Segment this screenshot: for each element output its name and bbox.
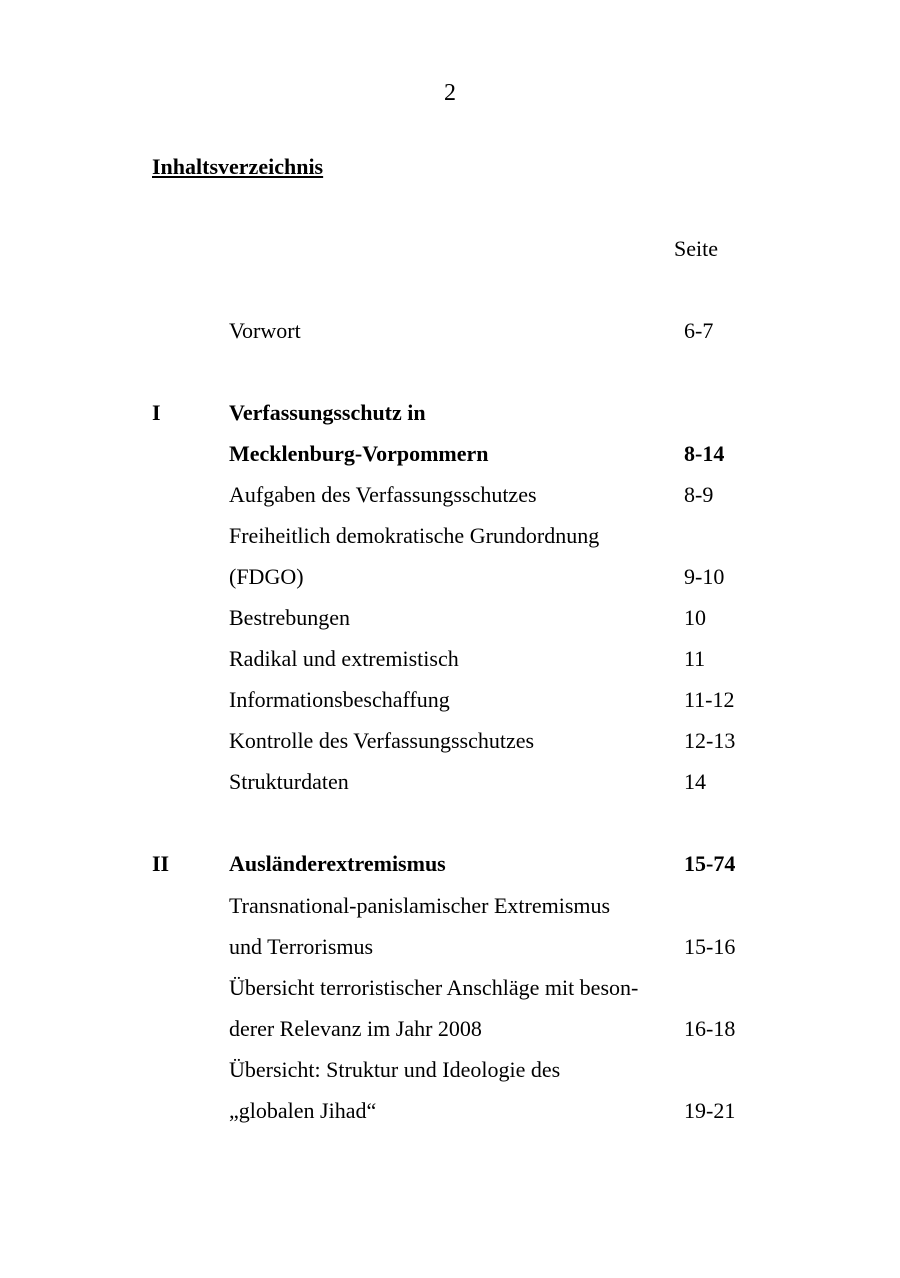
page-number: 2 (444, 80, 456, 106)
toc-entry-label: Kontrolle des Verfassungsschutzes (229, 728, 535, 753)
toc-entry-label: derer Relevanz im Jahr 2008 (229, 1016, 482, 1041)
toc-entry-label: Vorwort (229, 318, 301, 343)
toc-entry-label: und Terrorismus (229, 934, 374, 959)
toc-entry-page: 8-14 (684, 441, 725, 466)
toc-entry-page: 16-18 (684, 1016, 736, 1041)
toc-entry-label: Verfassungsschutz in (229, 400, 426, 425)
toc-entry (0, 603, 900, 644)
toc-entry (0, 644, 900, 685)
toc-entry (0, 849, 900, 890)
toc-entry (0, 891, 900, 932)
toc-entry-label: Mecklenburg-Vorpommern (229, 441, 489, 466)
toc-entry (0, 480, 900, 521)
toc-entry-page: 9-10 (684, 564, 725, 589)
toc-entry-label: Transnational-panislamischer Extremismus (229, 893, 611, 918)
toc-entry-label: „globalen Jihad“ (229, 1098, 377, 1123)
toc-entry (0, 973, 900, 1014)
toc-entry-number: I (152, 400, 161, 425)
toc-entry-page: 6-7 (684, 318, 714, 343)
toc-entry-label: (FDGO) (229, 564, 304, 589)
toc-entry-label: Bestrebungen (229, 605, 350, 630)
toc-entry-label: Informationsbeschaffung (229, 687, 450, 712)
toc-entry-label: Strukturdaten (229, 769, 349, 794)
toc-entry-page: 15-74 (684, 851, 736, 876)
toc-entry (0, 1055, 900, 1096)
toc-entry (0, 685, 900, 726)
toc-entry-page: 10 (684, 605, 706, 630)
toc-entry-label: Übersicht: Struktur und Ideologie des (229, 1057, 561, 1082)
toc-entry-page: 12-13 (684, 728, 736, 753)
toc-entry-page: 11-12 (684, 687, 735, 712)
toc-entry (0, 767, 900, 808)
page-column-header: Seite (674, 236, 718, 261)
toc-entry-page: 14 (684, 769, 706, 794)
toc-entry (0, 562, 900, 603)
toc-entry (0, 726, 900, 767)
toc-entry (0, 1014, 900, 1055)
toc-entry-page: 15-16 (684, 934, 736, 959)
toc-entry (0, 521, 900, 562)
toc-entry (0, 439, 900, 480)
toc-entry-label: Radikal und extremistisch (229, 646, 459, 671)
toc-title: Inhaltsverzeichnis (152, 154, 324, 179)
toc-entry (0, 932, 900, 973)
toc-entry (0, 1096, 900, 1137)
toc-entry-page: 11 (684, 646, 706, 671)
toc-entry-page: 8-9 (684, 482, 714, 507)
toc-entry (0, 398, 900, 439)
toc-entry-label: Ausländerextremismus (229, 851, 446, 876)
toc-entry-number: II (152, 851, 170, 876)
toc-entry-label: Freiheitlich demokratische Grundordnung (229, 523, 600, 548)
toc-entry (0, 316, 900, 357)
toc-entry-label: Übersicht terroristischer Anschläge mit beson- (229, 975, 639, 1000)
toc-entry-page: 19-21 (684, 1098, 736, 1123)
toc-entry-label: Aufgaben des Verfassungsschutzes (229, 482, 537, 507)
